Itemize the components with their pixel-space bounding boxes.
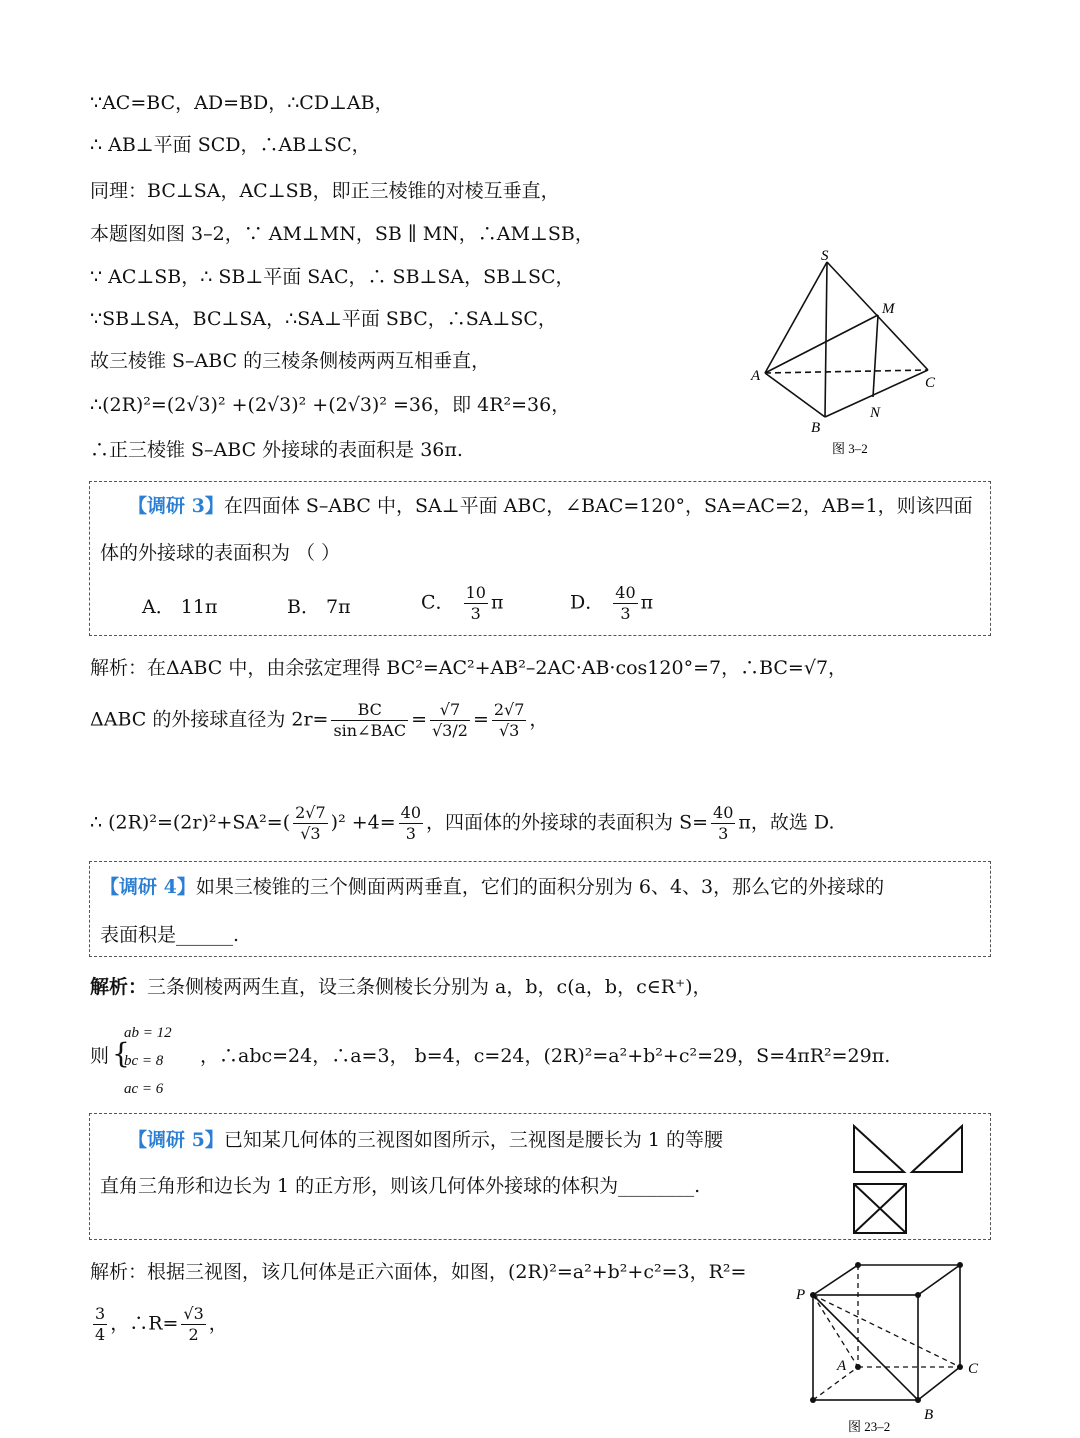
fraction-denominator: √3 xyxy=(498,721,520,740)
fraction-sqrt7-over xyxy=(430,700,470,741)
question-3-tag: 【调研 3】 xyxy=(128,495,224,517)
fraction-numerator: 2√7 xyxy=(295,803,326,822)
solution-4-label: 解析： xyxy=(90,976,148,998)
fraction-denominator: 2 xyxy=(188,1325,199,1344)
fraction-numerator: 40 xyxy=(713,803,734,822)
solution-line-8: ∴(2R)²=(2√3)² +(2√3)² +(2√3)² =36，即 4R²=36， xyxy=(90,394,571,416)
solution-3-eq-suffix: π，故选 D. xyxy=(738,811,835,834)
fraction-numerator: 3 xyxy=(95,1304,106,1323)
solution-5-line-1: 解析：根据三视图，该几何体是正六面体，如图，(2R)²=a²+b²+c²=3，R²= xyxy=(90,1261,747,1283)
solution-4-text: 三条侧棱两两生直，设三条侧棱长分别为 a，b，c(a，b，c∈R⁺)， xyxy=(147,976,712,998)
question-3-line-2: 体的外接球的表面积为 （ ） xyxy=(100,542,341,564)
fraction-denominator: 3 xyxy=(718,824,729,843)
system-brace: { xyxy=(112,1037,130,1070)
side-view-triangle xyxy=(912,1126,962,1172)
question-5-tag: 【调研 5】 xyxy=(128,1129,224,1151)
edge-MN xyxy=(873,315,878,397)
label-B: B xyxy=(811,420,821,436)
fraction-bc-over-sin xyxy=(331,700,408,741)
edge-AB xyxy=(765,373,825,417)
question-3-line-1 xyxy=(128,493,973,519)
fraction-numerator: BC xyxy=(331,700,408,721)
fraction-numerator: √3 xyxy=(183,1304,204,1323)
label-A: A xyxy=(751,368,761,384)
solution-3-line-1: 解析：在ΔABC 中，由余弦定理得 BC²=AC²+AB²–2AC·AB·cos120°=7，∴BC=√7， xyxy=(90,657,848,679)
option-c-prefix: C． xyxy=(421,591,455,614)
fraction-denominator: sin∠BAC xyxy=(333,721,407,740)
label-A: A xyxy=(837,1358,847,1374)
edge-AC xyxy=(765,370,928,373)
solution-3-line-3 xyxy=(90,803,835,844)
solution-3-eq-prefix: ∴ (2R)²=(2r)²+SA²=( xyxy=(90,811,291,834)
solution-3-line-2: ΔABC 的外接球直径为 2r= $\frac{BC}{\text{sin∠BAC}}$ = $\frac{√7}{√3/2}$ = $\frac{2√7}{√3}$ ， xyxy=(90,700,549,740)
option-c-denominator: 3 xyxy=(470,604,481,623)
three-views-figure xyxy=(850,1122,970,1237)
solution-5-line-2 xyxy=(90,1304,228,1345)
question-5-line-1 xyxy=(128,1127,723,1153)
solution-3-eq-mid-2: ，四面体的外接球的表面积为 S= xyxy=(426,811,709,834)
option-d-fraction xyxy=(613,583,637,624)
option-d-denominator: 3 xyxy=(620,604,631,623)
option-d-prefix: D． xyxy=(570,591,605,614)
option-c-fraction xyxy=(464,583,488,624)
option-d-pi: π xyxy=(640,591,654,614)
question-4-text-1: 如果三棱锥的三个侧面两两垂直，它们的面积分别为 6、4、3，那么它的外接球的 xyxy=(195,876,885,898)
solution-3-diameter-label: ΔABC 的外接球直径为 2r= xyxy=(90,708,329,731)
option-b: B． 7π xyxy=(287,596,351,618)
solution-4-line-2: ，∴abc=24，∴a=3， b=4，c=24，(2R)²=a²+b²+c²=29，S=4πR²=29π. xyxy=(200,1045,891,1067)
solution-5-suffix: ， xyxy=(208,1312,228,1335)
figure-caption: 图 3–2 xyxy=(832,441,868,456)
solution-line-1: ∵AC=BC，AD=BD，∴CD⊥AB， xyxy=(90,92,394,114)
equation-ac: ac = 6 xyxy=(124,1081,164,1097)
fraction-denominator: √3 xyxy=(300,824,321,843)
equation-ab: ab = 12 xyxy=(124,1025,172,1041)
label-N: N xyxy=(870,405,881,421)
equation-system xyxy=(124,1019,172,1103)
fraction-numerator: 40 xyxy=(400,803,422,822)
fraction-40-over-3 xyxy=(711,803,735,844)
label-B: B xyxy=(924,1407,934,1423)
solution-4-line-1 xyxy=(90,974,712,1000)
solution-line-3: 同理：BC⊥SA，AC⊥SB，即正三棱锥的对棱互垂直， xyxy=(90,180,560,202)
cube-figure xyxy=(790,1255,1000,1435)
fraction-2sqrt7-over-sqrt3 xyxy=(492,700,527,741)
solution-line-7: 故三棱锥 S–ABC 的三棱条侧棱两两互相垂直， xyxy=(90,350,491,372)
label-C: C xyxy=(925,375,936,391)
edge-SB xyxy=(825,262,827,417)
option-d xyxy=(570,583,653,624)
label-S: S xyxy=(821,248,829,264)
solution-line-2: ∴ AB⊥平面 SCD，∴AB⊥SC， xyxy=(90,134,371,156)
option-a: A． 11π xyxy=(142,596,218,618)
fraction-numerator: 2√7 xyxy=(493,700,525,719)
option-c-pi: π xyxy=(490,591,504,614)
fraction-40-over-3 xyxy=(399,803,423,844)
solution-5-mid: ，∴R= xyxy=(110,1312,179,1335)
label-M: M xyxy=(882,301,895,317)
option-d-numerator: 40 xyxy=(615,583,636,602)
fraction-3-over-4 xyxy=(93,1304,107,1345)
question-5-line-2: 直角三角形和边长为 1 的正方形，则该几何体外接球的体积为________. xyxy=(100,1175,701,1197)
tetrahedron-figure xyxy=(745,245,955,460)
fraction-denominator: 4 xyxy=(95,1325,106,1344)
solution-line-9: ∴正三棱锥 S–ABC 外接球的表面积是 36π. xyxy=(90,439,463,461)
question-4-tag: 【调研 4】 xyxy=(100,876,196,898)
label-C: C xyxy=(968,1361,979,1377)
fraction-denominator: √3/2 xyxy=(431,721,468,740)
front-view-triangle xyxy=(854,1126,904,1172)
label-P: P xyxy=(796,1287,806,1303)
solution-4-then: 则 xyxy=(90,1045,110,1067)
option-c xyxy=(421,583,503,624)
equation-bc: bc = 8 xyxy=(124,1053,164,1069)
option-c-numerator: 10 xyxy=(465,583,486,602)
solution-line-4: 本题图如图 3–2，∵ AM⊥MN，SB ∥ MN，∴AM⊥SB， xyxy=(90,223,594,245)
fraction-denominator: 3 xyxy=(405,824,416,843)
fraction-2sqrt7-over-sqrt3 xyxy=(293,803,328,844)
solution-line-5: ∵ AC⊥SB，∴ SB⊥平面 SAC，∴ SB⊥SA，SB⊥SC， xyxy=(90,266,575,288)
question-4-line-1 xyxy=(100,874,884,900)
fraction-numerator: √7 xyxy=(430,700,470,721)
question-4-line-2: 表面积是______. xyxy=(100,924,240,946)
question-3-text-1: 在四面体 S–ABC 中，SA⊥平面 ABC，∠BAC=120°，SA=AC=2，AB=1，则该四面 xyxy=(223,495,973,517)
fraction-sqrt3-over-2 xyxy=(181,1304,205,1345)
figure-caption: 图 23–2 xyxy=(848,1419,891,1434)
solution-line-6: ∵SB⊥SA，BC⊥SA，∴SA⊥平面 SBC，∴SA⊥SC， xyxy=(90,308,557,330)
question-5-text-1: 已知某几何体的三视图如图所示，三视图是腰长为 1 的等腰 xyxy=(223,1129,724,1151)
solution-3-eq-mid: )² +4= xyxy=(330,811,396,834)
